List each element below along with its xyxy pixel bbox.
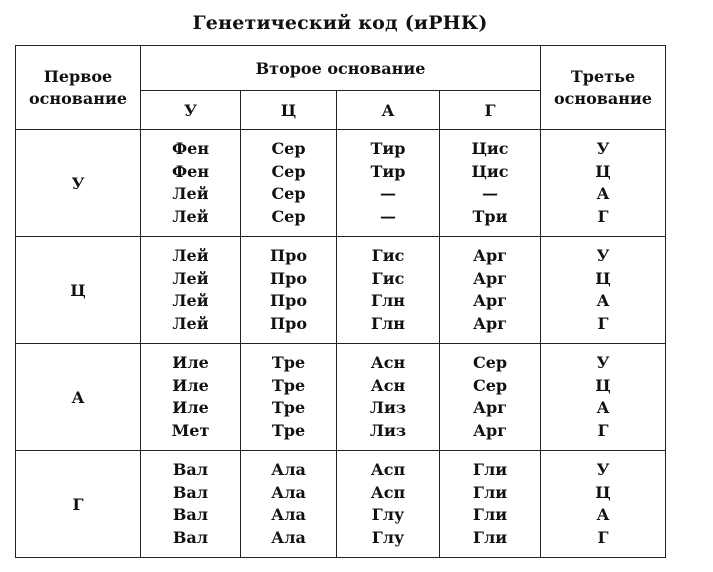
amino-acid-cell [141, 237, 241, 344]
third-base: А [596, 505, 610, 524]
amino-acid: Лей [172, 313, 209, 333]
amino-acid: Сер [271, 161, 306, 181]
amino-acid: Сер [472, 375, 508, 395]
amino-acid: Арг [472, 420, 508, 440]
amino-acid-cell [337, 130, 440, 237]
third-base: Ц [595, 161, 611, 181]
amino-acid: Иле [172, 398, 209, 417]
amino-acid: Лиз [369, 398, 407, 417]
amino-acid: Лей [172, 268, 209, 288]
amino-acid: Фен [171, 161, 210, 181]
amino-acid-cell [337, 344, 440, 451]
first-base-cell: У [16, 130, 141, 237]
amino-acid: Арг [472, 246, 508, 265]
amino-acid: Глу [371, 527, 405, 547]
amino-acid: Лей [172, 291, 209, 310]
amino-acid-cell [337, 451, 440, 558]
amino-acid: Фен [171, 139, 210, 158]
amino-acid: Вал [172, 460, 209, 479]
amino-acid: Лиз [369, 420, 407, 440]
third-base: Ц [595, 268, 611, 288]
third-base: А [596, 398, 610, 417]
table-body [16, 130, 666, 558]
first-base-cell: Ц [16, 237, 141, 344]
amino-acid: Тре [271, 398, 306, 417]
amino-acid: — [380, 206, 396, 226]
amino-acid-cell [337, 237, 440, 344]
amino-acid: Иле [172, 375, 209, 395]
amino-acid: Цис [471, 161, 509, 181]
third-base: Г [597, 313, 609, 333]
third-base: У [596, 353, 610, 372]
amino-acid: Арг [472, 313, 508, 333]
header-third-base: Третье основание [541, 46, 666, 130]
second-base-header: Г [440, 91, 541, 130]
amino-acid: Сер [271, 139, 306, 158]
amino-acid: Тир [370, 139, 406, 158]
third-base: У [596, 139, 610, 158]
amino-acid: Тре [271, 353, 306, 372]
first-base-cell: А [16, 344, 141, 451]
amino-acid: Лей [172, 184, 209, 203]
amino-acid: Асн [370, 375, 406, 395]
third-base: Г [597, 527, 609, 547]
second-base-header: А [337, 91, 440, 130]
codon-group-row [16, 130, 666, 237]
amino-acid: Гли [472, 482, 508, 502]
amino-acid: Сер [271, 206, 306, 226]
amino-acid: Лей [172, 246, 209, 265]
amino-acid: Тир [370, 161, 406, 181]
amino-acid: Асп [370, 482, 406, 502]
third-base-cell [541, 451, 666, 558]
amino-acid-cell [241, 130, 337, 237]
amino-acid: Сер [472, 353, 508, 372]
amino-acid: — [380, 184, 396, 203]
amino-acid: Вал [172, 505, 209, 524]
first-base-cell: Г [16, 451, 141, 558]
amino-acid-cell [440, 451, 541, 558]
amino-acid: Ала [271, 482, 306, 502]
amino-acid: Асп [370, 460, 406, 479]
third-base: А [596, 184, 610, 203]
third-base-cell [541, 130, 666, 237]
third-base: Ц [595, 375, 611, 395]
amino-acid-cell [440, 344, 541, 451]
genetic-code-table [15, 45, 666, 558]
amino-acid: Цис [471, 139, 509, 158]
amino-acid: Тре [271, 375, 306, 395]
amino-acid: Про [270, 291, 307, 310]
amino-acid-cell [440, 237, 541, 344]
amino-acid: — [482, 184, 498, 203]
amino-acid: Асн [370, 353, 406, 372]
amino-acid-cell [241, 237, 337, 344]
amino-acid: Сер [271, 184, 306, 203]
third-base: А [596, 291, 610, 310]
amino-acid: Тре [271, 420, 306, 440]
third-base: Г [597, 206, 609, 226]
amino-acid: Гли [472, 460, 508, 479]
amino-acid-cell [241, 451, 337, 558]
second-base-header: У [141, 91, 241, 130]
amino-acid-cell [141, 451, 241, 558]
header-second-base: Второе основание [141, 46, 541, 91]
amino-acid: Три [472, 206, 508, 226]
amino-acid: Глн [370, 291, 406, 310]
codon-group-row [16, 451, 666, 558]
amino-acid: Про [270, 246, 307, 265]
amino-acid: Арг [472, 291, 508, 310]
amino-acid: Глу [371, 505, 405, 524]
amino-acid: Вал [172, 482, 209, 502]
amino-acid: Вал [172, 527, 209, 547]
header-first-base: Первое основание [16, 46, 141, 130]
third-base: Г [597, 420, 609, 440]
page-title: Генетический код (иРНК) [192, 12, 488, 34]
amino-acid: Арг [472, 398, 508, 417]
amino-acid: Мет [171, 420, 210, 440]
third-base: Ц [595, 482, 611, 502]
amino-acid-cell [141, 344, 241, 451]
amino-acid: Глн [370, 313, 406, 333]
amino-acid-cell [141, 130, 241, 237]
amino-acid: Иле [172, 353, 209, 372]
amino-acid: Про [270, 268, 307, 288]
amino-acid: Ала [271, 505, 306, 524]
amino-acid: Про [270, 313, 307, 333]
amino-acid-cell [241, 344, 337, 451]
amino-acid: Ала [271, 527, 306, 547]
amino-acid: Лей [172, 206, 209, 226]
amino-acid: Гли [472, 505, 508, 524]
third-base-cell [541, 237, 666, 344]
header-row-top [16, 46, 666, 91]
codon-group-row [16, 344, 666, 451]
amino-acid: Арг [472, 268, 508, 288]
third-base: У [596, 246, 610, 265]
amino-acid-cell [440, 130, 541, 237]
third-base-cell [541, 344, 666, 451]
amino-acid: Гис [371, 268, 405, 288]
amino-acid: Гис [371, 246, 405, 265]
amino-acid: Ала [271, 460, 306, 479]
codon-group-row [16, 237, 666, 344]
amino-acid: Гли [472, 527, 508, 547]
second-base-header: Ц [241, 91, 337, 130]
third-base: У [596, 460, 610, 479]
